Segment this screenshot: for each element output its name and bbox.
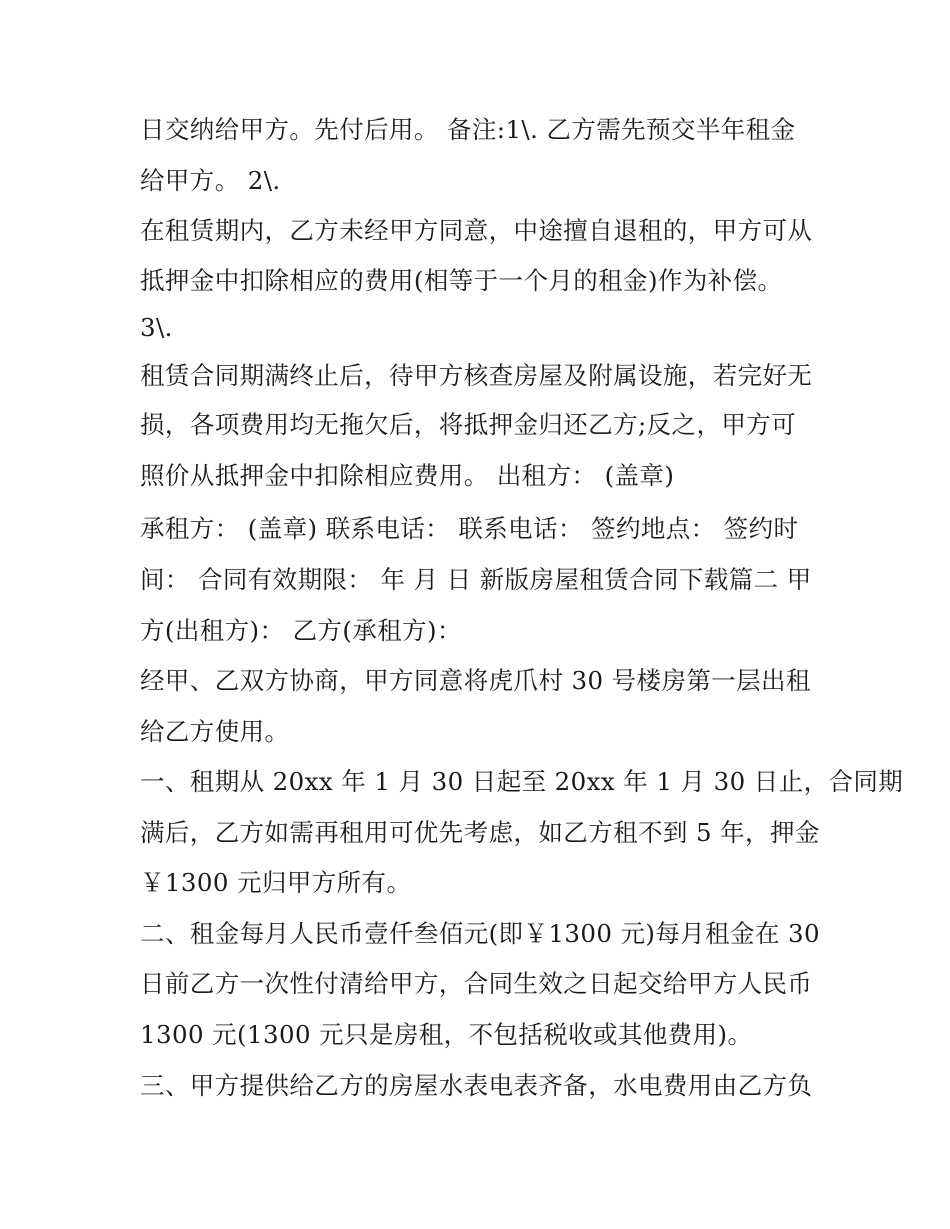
text-line: 满后，乙方如需再租用可优先考虑，如乙方租不到 5 年，押金 [140, 818, 820, 847]
text-line: 日交纳给甲方。先付后用。 备注:1\. 乙方需先预交半年租金 [140, 115, 796, 144]
text-line: 抵押金中扣除相应的费用(相等于一个月的租金)作为补偿。 [140, 266, 783, 295]
text-line: 1300 元(1300 元只是房租，不包括税收或其他费用)。 [140, 1020, 753, 1049]
text-line: 三、甲方提供给乙方的房屋水表电表齐备，水电费用由乙方负 [140, 1071, 813, 1100]
text-line: 一、租期从 20xx 年 1 月 30 日起至 20xx 年 1 月 30 日止，合同期 [140, 767, 904, 796]
text-line: 3\. [140, 313, 173, 342]
text-line: ￥1300 元归甲方所有。 [140, 868, 412, 897]
text-line: 给甲方。 2\. [140, 166, 281, 195]
text-line: 租赁合同期满终止后，待甲方核查房屋及附属设施，若完好无 [140, 361, 813, 390]
text-line: 方(出租方)： 乙方(承租方)： [140, 616, 462, 645]
text-line: 损，各项费用均无拖欠后，将抵押金归还乙方;反之，甲方可 [140, 410, 797, 439]
text-line: 承租方： (盖章) 联系电话： 联系电话： 签约地点： 签约时 [140, 514, 799, 543]
text-line: 日前乙方一次性付清给甲方，合同生效之日起交给甲方人民币 [140, 969, 813, 998]
text-line: 照价从抵押金中扣除相应费用。 出租方： (盖章) [140, 461, 675, 490]
text-line: 二、租金每月人民币壹仟叁佰元(即￥1300 元)每月租金在 30 [140, 919, 821, 948]
text-line: 间： 合同有效期限： 年 月 日 新版房屋租赁合同下载篇二 甲 [140, 565, 812, 594]
text-line: 给乙方使用。 [140, 717, 290, 746]
text-line: 在租赁期内，乙方未经甲方同意，中途擅自退租的，甲方可从 [140, 216, 813, 245]
text-line: 经甲、乙双方协商，甲方同意将虎爪村 30 号楼房第一层出租 [140, 666, 811, 695]
